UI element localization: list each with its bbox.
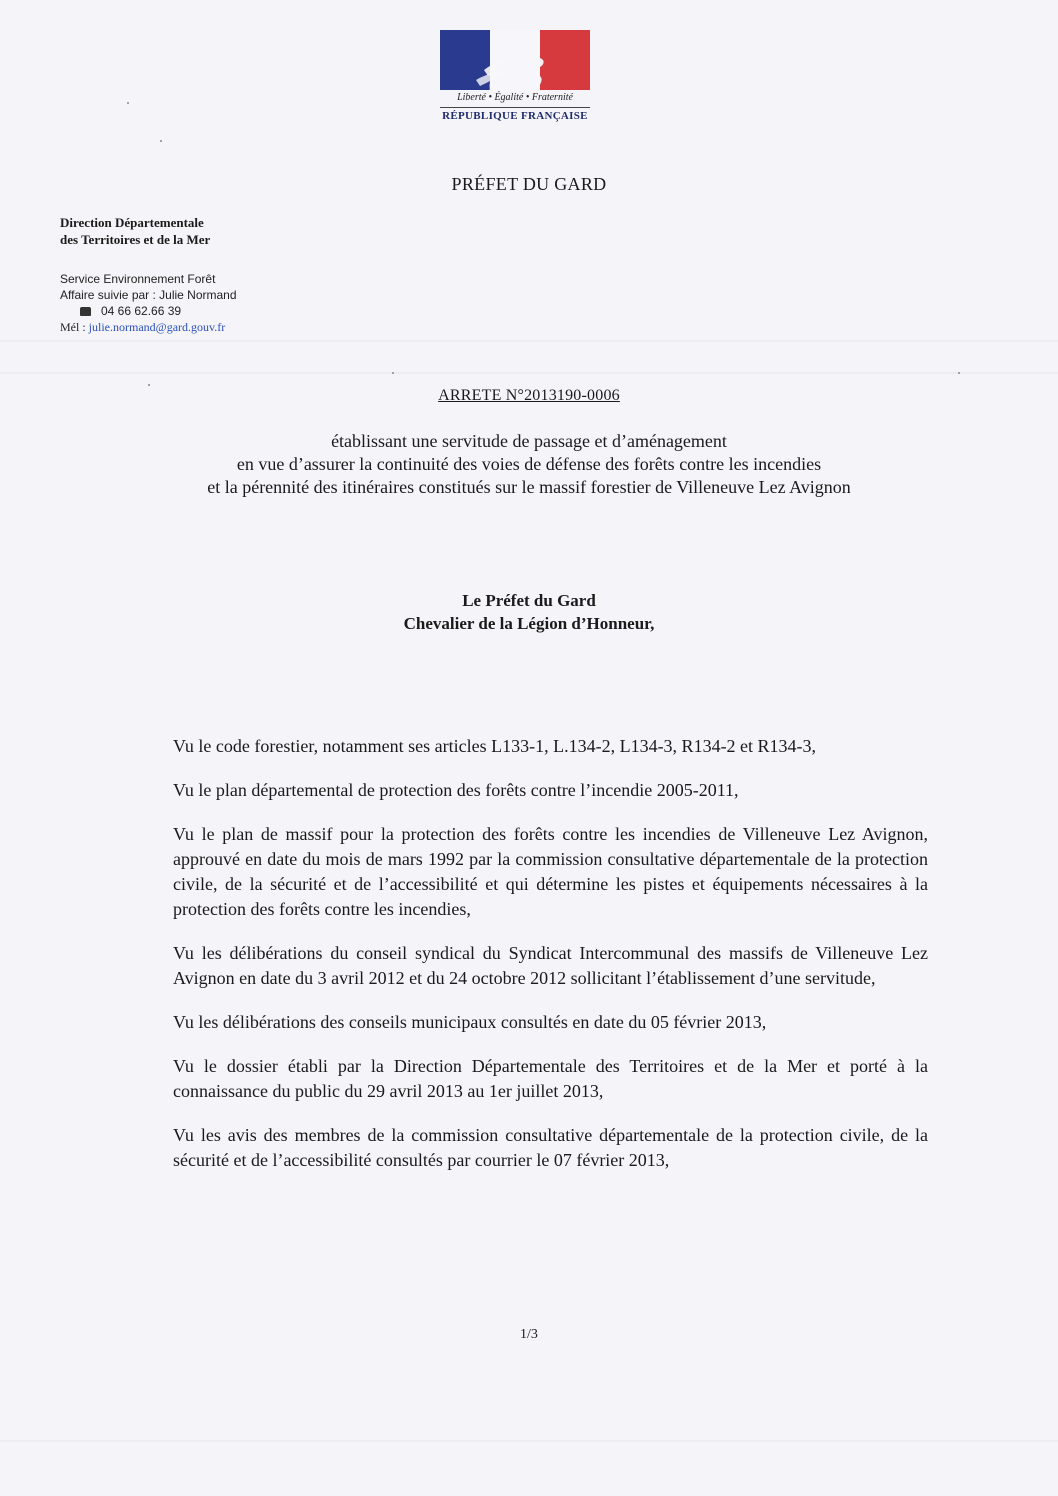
- considerant-text: les délibérations du conseil syndical du Syndicat Intercommunal des massifs de Villeneuve Lez Avignon en date du 3 avril 2012 et du 24 octobre 2012 sollicitant l’établissement d’une servitude,: [173, 943, 928, 988]
- phone-number: 04 66 62.66 39: [101, 304, 182, 318]
- scan-speck: [958, 372, 960, 374]
- signatory-title: Le Préfet du Gard: [462, 591, 596, 610]
- logo-divider: [440, 107, 590, 108]
- republique-francaise-label: RÉPUBLIQUE FRANÇAISE: [442, 110, 588, 122]
- signatory-block: [0, 589, 1058, 635]
- show-through-line: [0, 340, 1058, 342]
- vu-keyword: Vu: [173, 1125, 194, 1145]
- considerant-text: le code forestier, notamment ses articles L133-1, L.134-2, L134-3, R134-2 et R134-3,: [193, 736, 817, 756]
- considerants-list: [173, 734, 928, 1192]
- show-through-line: [0, 372, 1058, 374]
- arrete-title: ARRETE N°2013190-0006: [438, 387, 620, 404]
- prefet-heading: PRÉFET DU GARD: [451, 174, 607, 194]
- vu-keyword: Vu: [173, 780, 194, 800]
- republic-motto: Liberté • Égalité • Fraternité: [457, 92, 573, 103]
- service-name: Service Environnement Forêt: [60, 272, 216, 286]
- vu-keyword: Vu: [173, 943, 194, 963]
- vu-keyword: Vu: [173, 1056, 194, 1076]
- marianne-logo: [436, 30, 594, 130]
- considerant-paragraph: [173, 1010, 928, 1035]
- considerant-paragraph: [173, 1123, 928, 1173]
- telephone-icon: [80, 307, 91, 316]
- phone-row: [60, 303, 237, 319]
- scan-speck: [127, 102, 129, 104]
- considerant-text: le dossier établi par la Direction Départementale des Territoires et de la Mer et porté à la connaissance du public du 29 avril 2013 au 1er juillet 2013,: [173, 1056, 928, 1101]
- considerant-paragraph: [173, 822, 928, 922]
- scan-speck: [392, 372, 394, 374]
- mail-row: [60, 319, 237, 335]
- email-link[interactable]: julie.normand@gard.gouv.fr: [88, 320, 226, 334]
- vu-keyword: Vu: [173, 1012, 194, 1032]
- objet-line: en vue d’assurer la continuité des voies de défense des forêts contre les incendies: [236, 454, 822, 474]
- mail-label: Mél :: [60, 320, 89, 334]
- considerant-paragraph: [173, 1054, 928, 1104]
- considerant-paragraph: [173, 941, 928, 991]
- show-through-line: [0, 1440, 1058, 1442]
- scan-speck: [160, 140, 162, 142]
- direction-line-1: Direction Départementale: [60, 215, 204, 230]
- marianne-profile-icon: [436, 30, 594, 92]
- considerant-text: le plan départemental de protection des forêts contre l’incendie 2005-2011,: [193, 780, 739, 800]
- page-number: 1/3: [520, 1327, 538, 1342]
- scan-speck: [148, 384, 150, 386]
- considerant-text: les délibérations des conseils municipaux consultés en date du 05 février 2013,: [193, 1012, 767, 1032]
- direction-line-2: des Territoires et de la Mer: [60, 232, 211, 247]
- arrete-objet: [0, 430, 1058, 499]
- service-contact-block: [60, 271, 237, 335]
- signatory-honour: Chevalier de la Légion d’Honneur,: [403, 614, 655, 633]
- sender-block: [60, 214, 360, 248]
- vu-keyword: Vu: [173, 736, 194, 756]
- considerant-text: les avis des membres de la commission consultative départementale de la protection civile, de la sécurité et de l’accessibilité consultés par courrier le 07 février 2013,: [173, 1125, 928, 1170]
- considerant-paragraph: [173, 778, 928, 803]
- objet-line: et la pérennité des itinéraires constitués sur le massif forestier de Villeneuve Lez Avignon: [207, 477, 851, 497]
- objet-line: établissant une servitude de passage et d’aménagement: [331, 431, 727, 451]
- considerant-text: le plan de massif pour la protection des forêts contre les incendies de Villeneuve Lez Avignon, approuvé en date du mois de mars 1992 par la commission consultative départementale de la protection civile, de la sécurité et de l’accessibilité et qui détermine les pistes et équipements nécessaires à la protection des forêts contre les incendies,: [173, 824, 928, 919]
- considerant-paragraph: [173, 734, 928, 759]
- affaire-suivie: Affaire suivie par : Julie Normand: [60, 288, 237, 302]
- vu-keyword: Vu: [173, 824, 194, 844]
